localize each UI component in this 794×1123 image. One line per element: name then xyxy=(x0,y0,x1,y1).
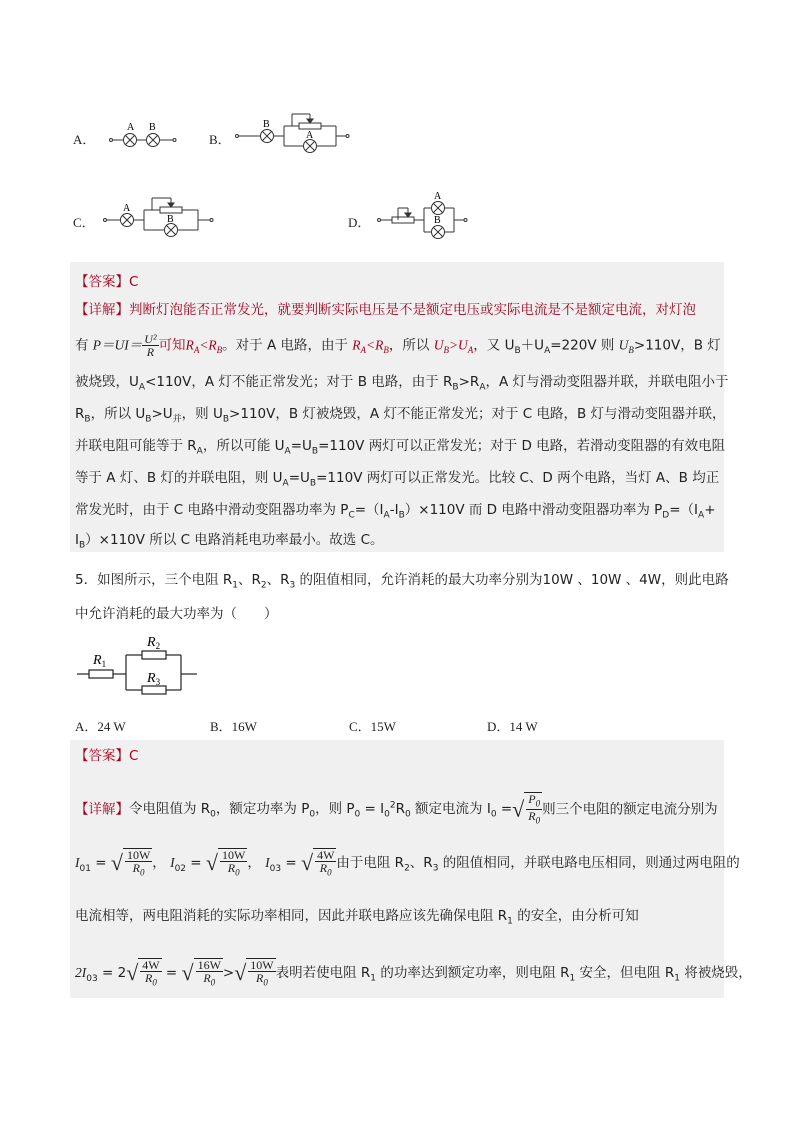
fraction-numerator: 10W xyxy=(126,848,151,862)
subscript: 02 xyxy=(174,863,187,874)
option-b-label: B． xyxy=(209,132,231,147)
sqrt-expression: √ $\frac{16W}{R_0}$ xyxy=(181,958,221,988)
resistor-label-r2: $R_2$ xyxy=(147,635,161,651)
sqrt-expression: √ $\frac{4W}{R_0}$ xyxy=(126,958,160,988)
text-fragment: = xyxy=(90,855,111,872)
detail-text: 由于电阻 $R_2$、$R_3$ 的阻值相同，并联电路电压相同，则通过两电阻的 xyxy=(336,855,740,874)
detail-line-3: 被烧毁，$U_A<110V$，A 灯不能正常发光；对于 B 电路，由于 $R_B>R_A$，A 灯与滑动变阻器并联，并联电阻小于 xyxy=(75,374,729,393)
answer-tag: 【答案】 xyxy=(75,274,129,290)
text-fragment: <R xyxy=(199,337,217,353)
answer-value: C xyxy=(129,274,139,290)
detail-line-7: 常发光时，由于 C 电路中滑动变阻器功率为 $P_C=(I_A-I_B)\times 110V$ 而 D 电路中滑动变阻器功率为 $P_D=(I_A+$ xyxy=(75,502,716,521)
text-fragment: <R xyxy=(366,337,384,353)
detail-line-8: $I_B)\times 110V$ 所以 C 电路消耗电功率最小。故选 C。 xyxy=(75,532,384,551)
subscript: 03 xyxy=(269,863,282,874)
answer-line-2 xyxy=(75,746,720,766)
fraction-numerator: 10W xyxy=(250,958,274,972)
circuit-a xyxy=(103,118,183,154)
sqrt-expression: √ $\frac{10W}{R_0}$ xyxy=(234,958,274,988)
detail-line-5: 并联电阻可能等于 $R_A$，所以可能 $U_A=U_B=110V$ 两灯可以正常发光；对于 D 电路，若滑动变阻器的有效电阻 xyxy=(75,438,726,457)
subscript: 01 xyxy=(79,863,91,874)
sqrt-expression: √ $\frac{10W}{R_0}$ xyxy=(205,848,246,878)
option-a-label: A． xyxy=(73,132,96,147)
detail2-line-2: $I_{01}$ = √ $\frac{10W}{R_0}$ ， $I_{02}$ = √ $\frac{10W}{R_0}$ ， $I_{03}$ = √ $\frac{4W}{R_0}$ 由于电阻 $R_2$、$R_3$ 的阻值相同，并联电路电压相同，则通过两电阻的 xyxy=(75,848,740,878)
text-fragment: R xyxy=(352,337,361,353)
subscript: A xyxy=(467,345,474,356)
question-5-line-1: 5．如图所示，三个电阻 $R_1$、$R_2$、$R_3$ 的阻值相同，允许消耗的最大功率分别为10W 、10W 、4W，则此电路 xyxy=(75,572,729,591)
fraction-numerator: 4W xyxy=(142,958,160,972)
question-5-line-2: 中允许消耗的最大功率为（ ） xyxy=(75,606,278,622)
text-fragment: U xyxy=(433,337,444,353)
detail-line-6: 等于 A 灯、B 灯的并联电阻，则 $U_A=U_B=110V$ 两灯可以正常发光。比较 C、D 两个电路，当灯 A、B 均正 xyxy=(75,470,720,489)
detail2-line-4: $2I_{03} = 2√$ $\frac{4W}{R_0}$ = √ $\frac{16W}{R_0}$ >√ $\frac{10W}{R_0}$ 表明若使电阻 $R_1$ 的功率达到额定功率，则电阻 $R_1$ 安全，但电阻 $R_1$ 将被烧毁， xyxy=(75,958,752,988)
resistor-label-r3: $R_3$ xyxy=(147,671,161,687)
fraction-denominator: $R_0$ xyxy=(227,861,240,878)
fraction-denominator: $R_0$ xyxy=(203,971,216,988)
detail-text: 则三个电阻的额定电流分别为 xyxy=(542,801,718,818)
detail2-line-1 xyxy=(75,792,720,827)
text-fragment: I xyxy=(170,855,175,871)
subscript: A xyxy=(360,345,367,356)
text-fragment: U xyxy=(618,337,629,353)
detail-text: 判断灯泡能否正常发光，就要判断实际电压是不是额定电压或实际电流是不是额定电流，对灯泡 xyxy=(129,302,696,318)
text-fragment: = 2 xyxy=(97,965,127,982)
detail-tag: 【详解】 xyxy=(75,302,129,318)
text-fragment: ＋U xyxy=(520,337,545,354)
fraction-numerator: 4W xyxy=(317,848,335,862)
option-c-label: C． xyxy=(73,215,95,230)
circuit-c xyxy=(100,190,222,242)
option-d-label: D． xyxy=(348,215,371,230)
lamp-label-a: A xyxy=(434,191,442,202)
lamp-label-a: A xyxy=(123,203,131,214)
q5-option-a[interactable]: A．24 W xyxy=(75,719,126,734)
detail2-line-3: 电流相等，两电阻消耗的实际功率相同，因此并联电路应该先确保电阻 $R_1$ 的安全，由分析可知 xyxy=(75,908,639,927)
detail-tag: 【详解】 xyxy=(75,801,129,818)
circuit-question-5 xyxy=(75,628,205,698)
formula-text: P＝UI＝ xyxy=(92,337,143,353)
text-fragment: R xyxy=(185,337,194,353)
q5-option-d[interactable]: D．14 W xyxy=(487,719,538,734)
text-fragment: ，又 U xyxy=(473,337,515,354)
fraction-denominator: $R_0$ xyxy=(256,971,268,988)
fraction-denominator: R xyxy=(146,345,155,359)
fraction-numerator: $P_0$ xyxy=(528,792,541,809)
text-fragment: 有 xyxy=(75,337,93,354)
fraction-denominator: $R_0$ xyxy=(132,861,145,878)
fraction xyxy=(142,333,158,358)
fraction-denominator: $R_0$ xyxy=(319,861,332,878)
subscript: B xyxy=(216,345,223,356)
fraction-numerator: 10W xyxy=(222,848,246,862)
q5-option-c[interactable]: C．15W xyxy=(349,719,396,734)
subscript: B xyxy=(628,345,634,356)
lamp-label-b: B xyxy=(167,214,174,225)
resistor-label-r1: $R_1$ xyxy=(93,653,107,669)
lamp-label-b: B xyxy=(263,119,270,130)
fraction-denominator: $R_0$ xyxy=(145,971,157,988)
subscript: B xyxy=(514,346,521,357)
text-fragment: I xyxy=(75,855,80,871)
circuit-d xyxy=(374,190,474,246)
detail-text: 令电阻值为 $R_0$，额定功率为 $P_0$，则 $P_0 = I_0^2R_0$ 额定电流为 $I_0$ = xyxy=(129,800,513,821)
answer-value: C xyxy=(129,748,139,764)
subscript: B xyxy=(443,345,449,356)
fraction-numerator: U² xyxy=(144,332,157,346)
subscript: B xyxy=(383,345,389,356)
detail-line-1 xyxy=(75,300,720,320)
greater-than-sign: > xyxy=(222,965,235,982)
sqrt-expression: √ $\frac{P_0}{R_0}$ xyxy=(512,792,541,826)
fraction-numerator: 16W xyxy=(197,958,221,972)
text-fragment: 可知 xyxy=(158,337,186,354)
subscript: 03 xyxy=(86,973,98,984)
lamp-label-b: B xyxy=(149,122,156,133)
subscript: A xyxy=(544,346,551,357)
text-fragment: I xyxy=(265,855,270,871)
lamp-label-b: B xyxy=(434,215,441,226)
sqrt-expression: √ $\frac{4W}{R_0}$ xyxy=(300,848,335,878)
text-fragment: >U xyxy=(448,337,468,353)
detail-line-4: $R_B$，所以 $U_B>U_并$，则 $U_B>110V$，B 灯被烧毁，A 灯不能正常发光；对于 C 电路，B 灯与滑动变阻器并联， xyxy=(75,406,726,425)
text-fragment: 。对于 A 电路，由于 xyxy=(222,337,353,354)
q5-option-b[interactable]: B．16W xyxy=(210,719,257,734)
circuit-b xyxy=(232,106,354,158)
detail-text: 表明若使电阻 $R_1$ 的功率达到额定功率，则电阻 $R_1$ 安全，但电阻 $R_1$ 将被烧毁， xyxy=(275,965,752,984)
text-fragment: ，所以 xyxy=(388,337,434,354)
answer-tag: 【答案】 xyxy=(75,748,129,764)
text-fragment: >110V，B 灯 xyxy=(633,337,721,354)
fraction-denominator: $R_0$ xyxy=(528,809,541,826)
detail-line-2 xyxy=(75,333,720,361)
lamp-label-a: A xyxy=(306,130,314,141)
answer-line-1 xyxy=(75,272,720,292)
text-fragment: 2I xyxy=(75,965,87,981)
text-fragment: =220V 则 xyxy=(550,337,619,354)
subscript: A xyxy=(193,345,200,356)
lamp-label-a: A xyxy=(127,122,135,133)
sqrt-expression: √ $\frac{10W}{R_0}$ xyxy=(110,848,151,878)
